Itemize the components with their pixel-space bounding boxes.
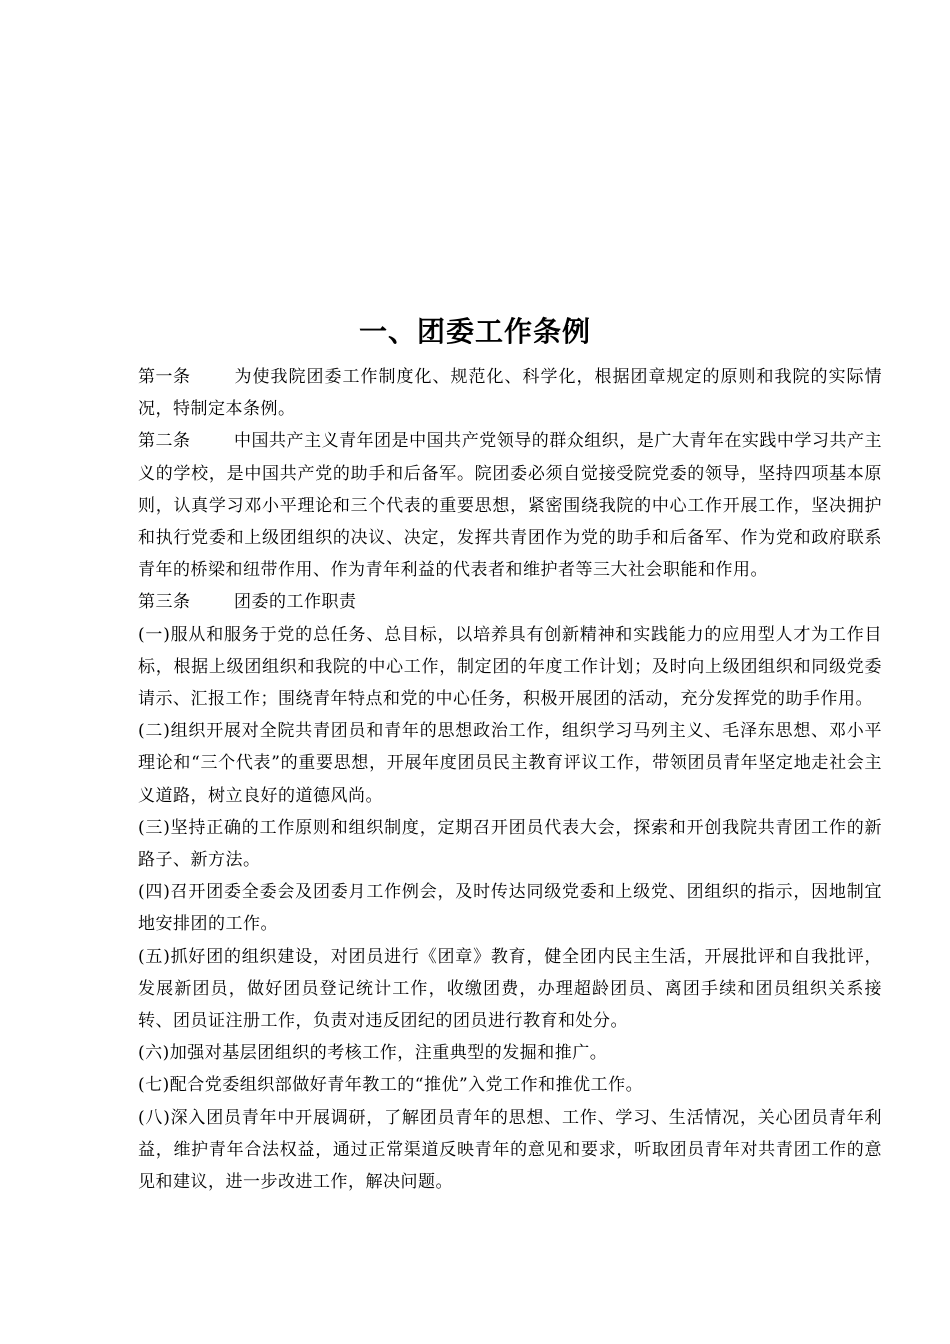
article-3	[138, 586, 882, 618]
article-number: 第三条	[138, 592, 191, 613]
article-number: 第一条	[138, 367, 191, 387]
duty-item: (五)抓好团的组织建设，对团员进行《团章》教育，健全团内民主生活，开展批评和自我批评，发展新团员，做好团员登记统计工作，收缴团费，办理超龄团员、离团手续和团员组织关系接转、团员证注册工作，负责对违反团纪的团员进行教育和处分。	[138, 946, 882, 1032]
article-1	[138, 361, 882, 425]
duty-item: (八)深入团员青年中开展调研，了解团员青年的思想、工作、学习、生活情况，关心团员青年利益，维护青年合法权益，通过正常渠道反映青年的意见和要求，听取团员青年对共青团工作的意见和建议，进一步改进工作，解决问题。	[138, 1107, 882, 1193]
article-text: 团委的工作职责	[234, 592, 357, 613]
article-text: 为使我院团委工作制度化、规范化、科学化，根据团章规定的原则和我院的实际情况，特制定本条例。	[138, 367, 882, 420]
article-text: 中国共产主义青年团是中国共产党领导的群众组织，是广大青年在实践中学习共产主义的学校，是中国共产党的助手和后备军。院团委必须自觉接受院党委的领导，坚持四项基本原则，认真学习邓小平理论和三个代表的重要思想，紧密围绕我院的中心工作开展工作，坚决拥护和执行党委和上级团组织的决议、决定，发挥共青团作为党的助手和后备军、作为党和政府联系青年的桥梁和纽带作用、作为青年利益的代表者和维护者等三大社会职能和作用。	[138, 431, 882, 581]
duty-item: (三)坚持正确的工作原则和组织制度，定期召开团员代表大会，探索和开创我院共青团工作的新路子、新方法。	[138, 817, 882, 871]
duty-item: (七)配合党委组织部做好青年教工的“推优”入党工作和推优工作。	[138, 1075, 644, 1096]
duty-item: (六)加强对基层团组织的考核工作，注重典型的发掘和推广。	[138, 1043, 608, 1064]
duty-item: (四)召开团委全委会及团委月工作例会，及时传达同级党委和上级党、团组织的指示，因地制宜地安排团的工作。	[138, 882, 882, 935]
duty-item: (一)服从和服务于党的总任务、总目标，以培养具有创新精神和实践能力的应用型人才为工作目标，根据上级团组织和我院的中心工作，制定团的年度工作计划；及时向上级团组织和同级党委请示、汇报工作；围绕青年特点和党的中心任务，积极开展团的活动，充分发挥党的助手作用。	[138, 624, 882, 710]
page-title: 一、团委工作条例	[358, 315, 591, 348]
article-2	[138, 425, 882, 586]
duty-item: (二)组织开展对全院共青团员和青年的思想政治工作，组织学习马列主义、毛泽东思想、邓小平理论和“三个代表”的重要思想，开展年度团员民主教育评议工作，带领团员青年坚定地走社会主义道路，树立良好的道德风尚。	[138, 721, 882, 806]
document-body	[138, 361, 882, 1198]
article-number: 第二条	[138, 431, 191, 452]
